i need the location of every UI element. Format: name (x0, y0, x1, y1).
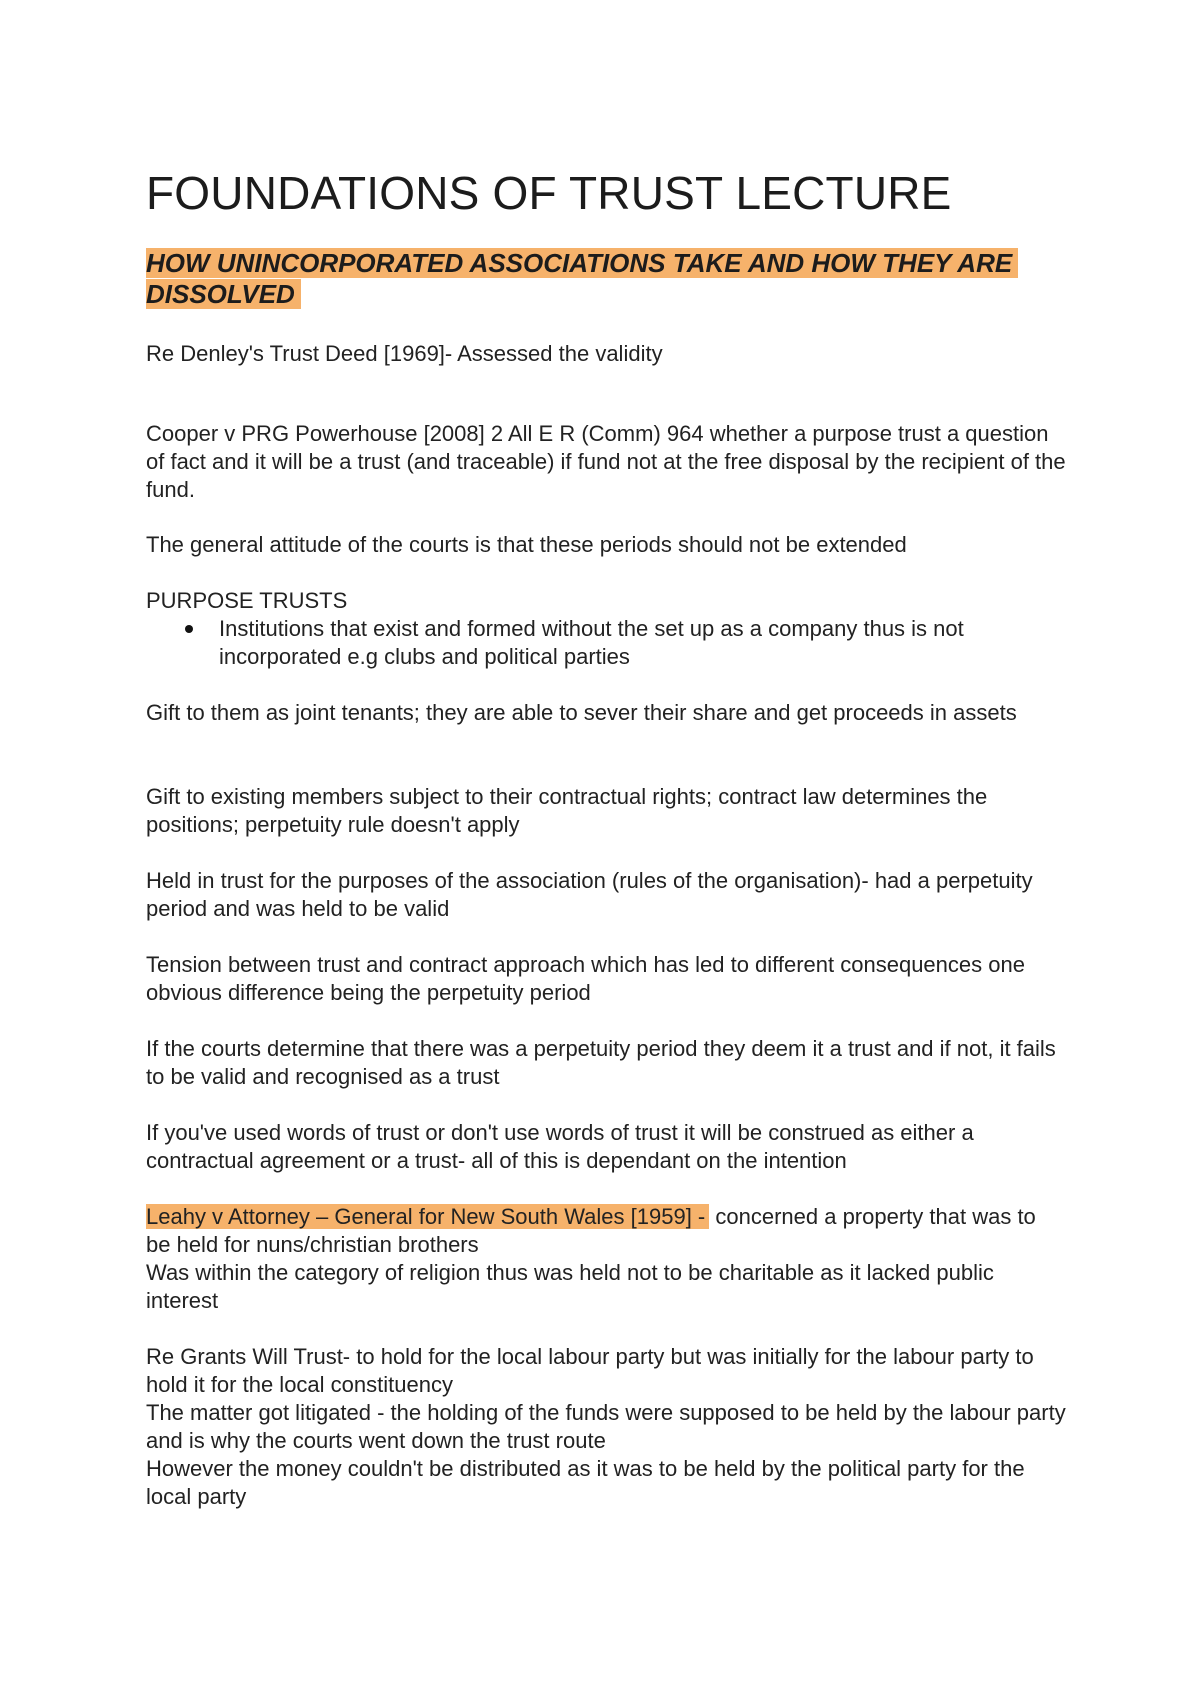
leahy-case-line2: Was within the category of religion thus was held not to be charitable as it lacked public interest (146, 1260, 994, 1313)
list-item (146, 615, 1066, 671)
leahy-case-highlight: Leahy v Attorney – General for New South Wales [1959] - (146, 1204, 709, 1229)
paragraph-re-denley: Re Denley's Trust Deed [1969]- Assessed the validity (146, 341, 663, 366)
section-subheading (146, 248, 1026, 310)
purpose-trusts-heading: PURPOSE TRUSTS (146, 588, 348, 613)
re-grants-line3: However the money couldn't be distributed as it was to be held by the political party for the local party (146, 1456, 1025, 1509)
re-grants-line2: The matter got litigated - the holding of the funds were supposed to be held by the labour party and is why the courts went down the trust route (146, 1400, 1066, 1453)
purpose-trusts-list (146, 615, 1066, 671)
paragraph-tension: Tension between trust and contract approach which has led to different consequences one obvious difference being the perpetuity period (146, 952, 1025, 1005)
paragraph-general-attitude: The general attitude of the courts is that these periods should not be extended (146, 532, 907, 557)
paragraph-words-of-trust: If you've used words of trust or don't use words of trust it will be construed as either a contractual agreement or a trust- all of this is dependant on the intention (146, 1120, 974, 1173)
subheading-highlight: HOW UNINCORPORATED ASSOCIATIONS TAKE AND HOW THEY ARE DISSOLVED (146, 248, 1018, 309)
paragraph-leahy (146, 1203, 1066, 1315)
paragraph-cooper: Cooper v PRG Powerhouse [2008] 2 All E R (Comm) 964 whether a purpose trust a question of fact and it will be a trust (and traceable) if fund not at the free disposal by the recipient of the fund. (146, 421, 1066, 502)
paragraph-re-grants (146, 1343, 1066, 1511)
paragraph-joint-tenants: Gift to them as joint tenants; they are able to sever their share and get proceeds in assets (146, 700, 1017, 725)
bullet-icon (185, 625, 193, 633)
list-item-text: Institutions that exist and formed without the set up as a company thus is not incorporated e.g clubs and political parties (219, 616, 964, 669)
paragraph-courts-determine: If the courts determine that there was a perpetuity period they deem it a trust and if not, it fails to be valid and recognised as a trust (146, 1036, 1056, 1089)
paragraph-existing-members: Gift to existing members subject to their contractual rights; contract law determines the positions; perpetuity rule doesn't apply (146, 784, 988, 837)
document-title: FOUNDATIONS OF TRUST LECTURE (146, 167, 952, 219)
re-grants-line1: Re Grants Will Trust- to hold for the local labour party but was initially for the labour party to hold it for the local constituency (146, 1344, 1034, 1397)
leahy-case-text: concerned a property that was to be held for nuns/christian brothers (146, 1204, 1036, 1257)
paragraph-held-in-trust: Held in trust for the purposes of the association (rules of the organisation)- had a perpetuity period and was held to be valid (146, 868, 1033, 921)
